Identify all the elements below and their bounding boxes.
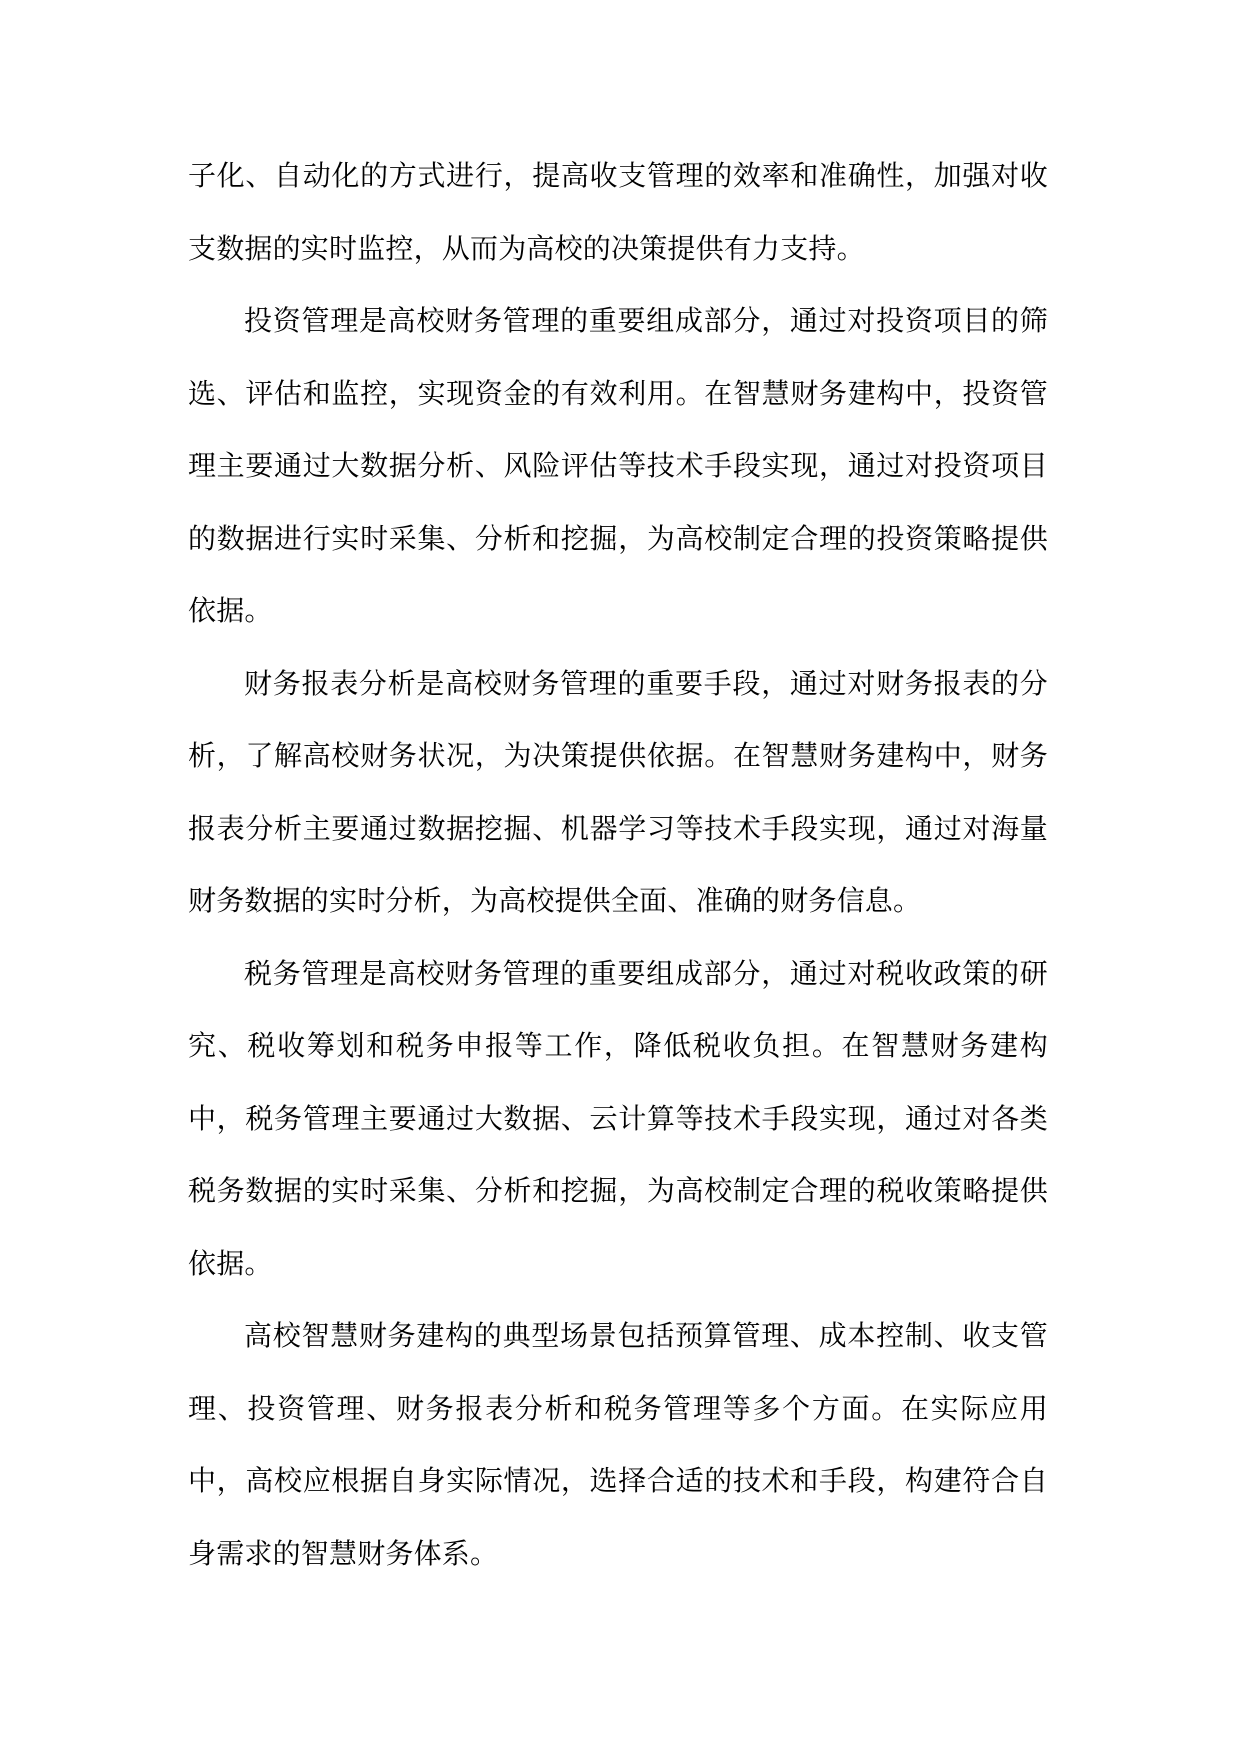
paragraph-continuation: 子化、自动化的方式进行，提高收支管理的效率和准确性，加强对收支数据的实时监控，从而为高校的决策提供有力支持。 (188, 159, 1048, 265)
paragraph-summary: 高校智慧财务建构的典型场景包括预算管理、成本控制、收支管理、投资管理、财务报表分析和税务管理等多个方面。在实际应用中，高校应根据自身实际情况，选择合适的技术和手段，构建符合自身需求的智慧财务体系。 (188, 1319, 1048, 1570)
paragraph-financial-statement-analysis: 财务报表分析是高校财务管理的重要手段，通过对财务报表的分析，了解高校财务状况，为决策提供依据。在智慧财务建构中，财务报表分析主要通过数据挖掘、机器学习等技术手段实现，通过对海量财务数据的实时分析，为高校提供全面、准确的财务信息。 (188, 666, 1048, 917)
paragraph-tax-management: 税务管理是高校财务管理的重要组成部分，通过对税收政策的研究、税收筹划和税务申报等工作，降低税收负担。在智慧财务建构中，税务管理主要通过大数据、云计算等技术手段实现，通过对各类税务数据的实时采集、分析和挖掘，为高校制定合理的税收策略提供依据。 (188, 956, 1048, 1280)
document-body (188, 140, 1048, 1590)
paragraph-investment-management: 投资管理是高校财务管理的重要组成部分，通过对投资项目的筛选、评估和监控，实现资金的有效利用。在智慧财务建构中，投资管理主要通过大数据分析、风险评估等技术手段实现，通过对投资项目的数据进行实时采集、分析和挖掘，为高校制定合理的投资策略提供依据。 (188, 304, 1048, 627)
